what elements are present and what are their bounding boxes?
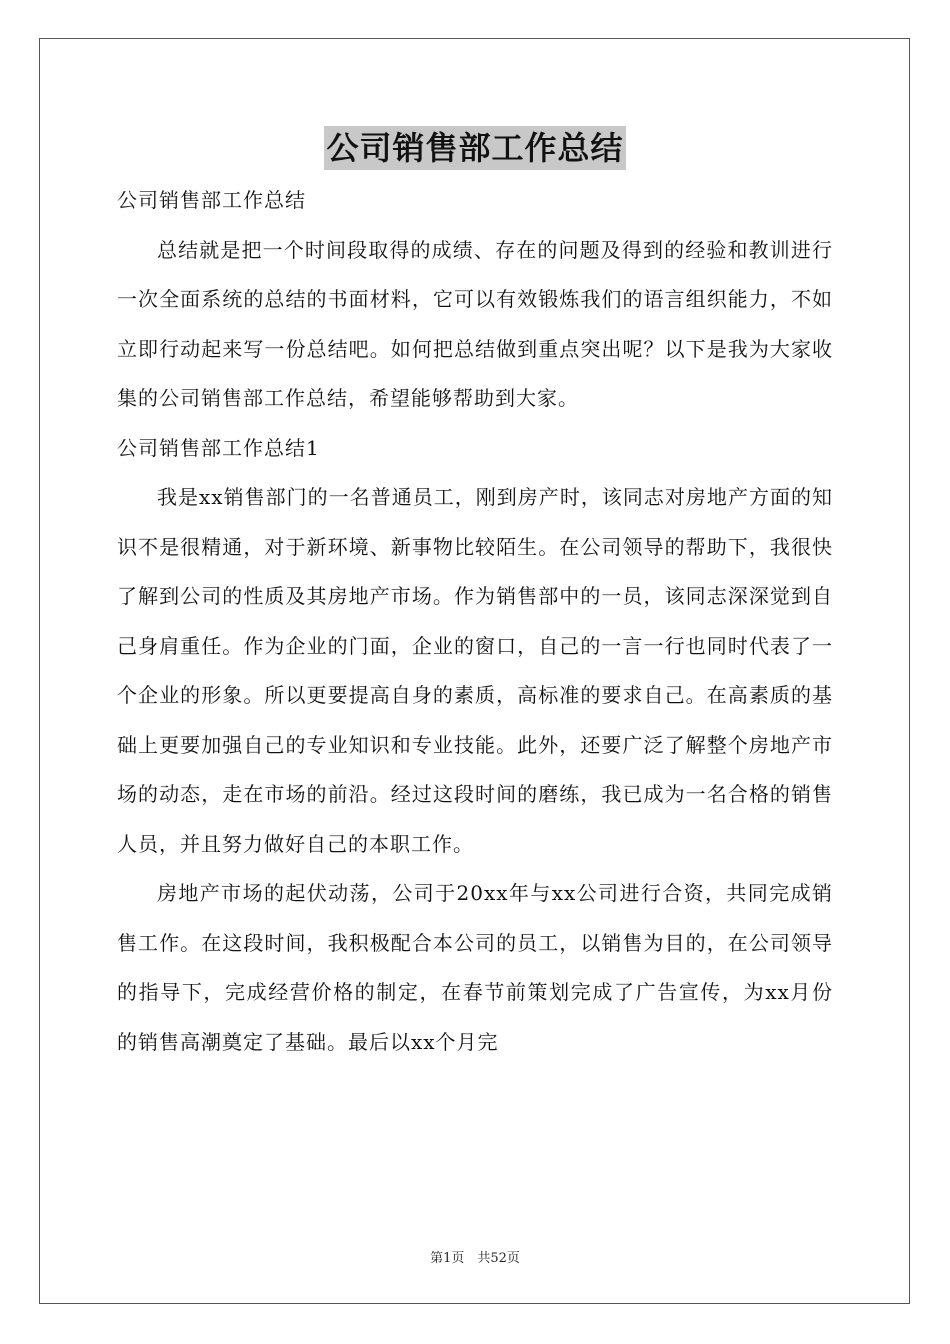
document-body: [117, 176, 833, 1067]
title-wrap: [0, 126, 950, 170]
paragraph-subtitle: 公司销售部工作总结: [117, 188, 306, 212]
paragraph-body-2: 房地产市场的起伏动荡，公司于20xx年与xx公司进行合资，共同完成销售工作。在这段时间，我积极配合本公司的员工，以销售为目的，在公司领导的指导下，完成经营价格的制定，在春节前策划完成了广告宣传，为xx月份的销售高潮奠定了基础。最后以xx个月完: [117, 881, 833, 1054]
page-footer: 第1页 共52页: [430, 1251, 520, 1266]
paragraph-section-heading: 公司销售部工作总结1: [117, 435, 320, 460]
paragraph-intro: 总结就是把一个时间段取得的成绩、存在的问题及得到的经验和教训进行一次全面系统的总结的书面材料，它可以有效锻炼我们的语言组织能力，不如立即行动起来写一份总结吧。如何把总结做到重点突出呢？以下是我为大家收集的公司销售部工作总结，希望能够帮助到大家。: [117, 237, 833, 410]
document-title: 公司销售部工作总结: [324, 126, 625, 170]
paragraph-body-1: 我是xx销售部门的一名普通员工，刚到房产时，该同志对房地产方面的知识不是很精通，对于新环境、新事物比较陌生。在公司领导的帮助下，我很快了解到公司的性质及其房地产市场。作为销售部中的一员，该同志深深觉到自己身肩重任。作为企业的门面，企业的窗口，自己的一言一行也同时代表了一个企业的形象。所以更要提高自身的素质，高标准的要求自己。在高素质的基础上更要加强自己的专业知识和专业技能。此外，还要广泛了解整个房地产市场的动态，走在市场的前沿。经过这段时间的磨练，我已成为一名合格的销售人员，并且努力做好自己的本职工作。: [117, 485, 833, 856]
